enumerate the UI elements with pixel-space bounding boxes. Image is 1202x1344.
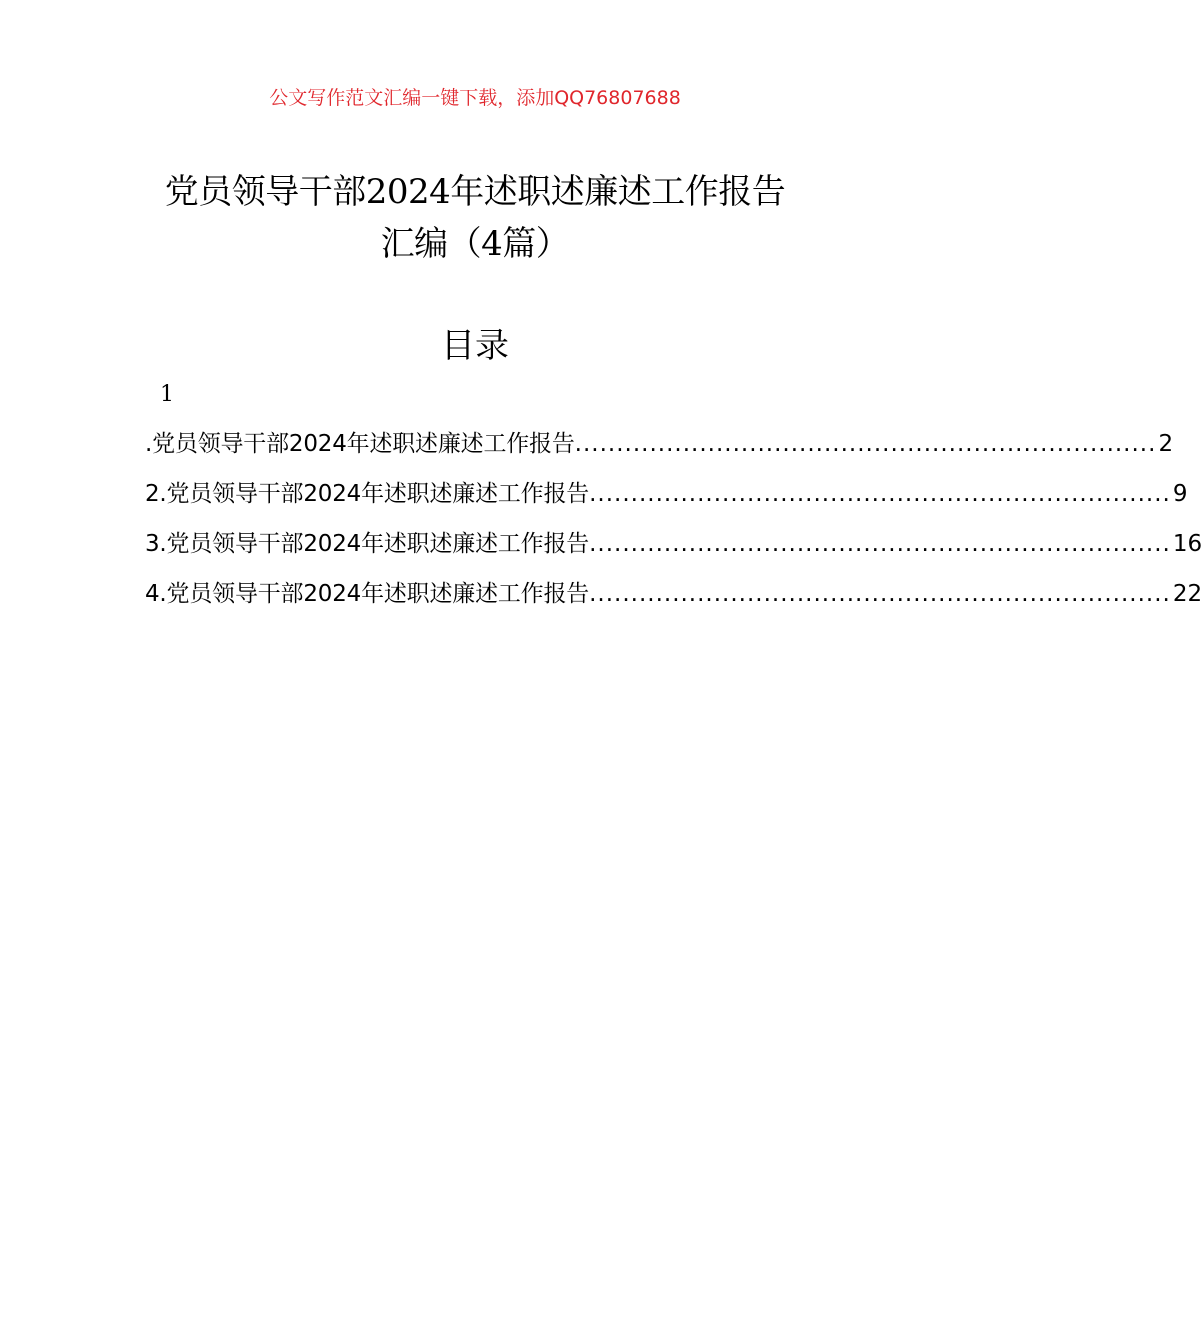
toc-lead-number: 1	[160, 382, 174, 407]
toc-entry-label: 2.党员领导干部2024年述职述廉述工作报告	[145, 481, 590, 507]
toc-entry-page: 2	[1158, 431, 1174, 457]
toc-heading: 目录	[441, 326, 509, 366]
toc-entry[interactable]	[145, 522, 1202, 572]
toc-entry[interactable]	[145, 472, 1188, 522]
toc-entry[interactable]	[145, 422, 1174, 472]
document-title-line-2: 汇编（4篇）	[380, 224, 570, 264]
toc-entry-label: 4.党员领导干部2024年述职述廉述工作报告	[145, 581, 590, 607]
toc-entry-label: 3.党员领导干部2024年述职述廉述工作报告	[145, 531, 590, 557]
document-title	[95, 166, 855, 270]
toc-leader-dots: ......................................................................	[574, 431, 1157, 457]
toc-entry[interactable]	[145, 572, 1202, 622]
document-title-line-1: 党员领导干部2024年述职述廉述工作报告	[164, 172, 786, 212]
toc-entry-label: .党员领导干部2024年述职述廉述工作报告	[145, 431, 575, 457]
toc-entry-page: 22	[1172, 581, 1202, 607]
toc-leader-dots: ......................................................................	[589, 481, 1171, 507]
promo-banner: 公文写作范文汇编一键下载，添加QQ76807688	[269, 87, 681, 109]
table-of-contents	[145, 422, 1202, 622]
toc-leader-dots: ......................................................................	[589, 581, 1171, 607]
toc-entry-page: 16	[1172, 531, 1202, 557]
toc-leader-dots: ......................................................................	[589, 531, 1171, 557]
toc-entry-page: 9	[1172, 481, 1188, 507]
